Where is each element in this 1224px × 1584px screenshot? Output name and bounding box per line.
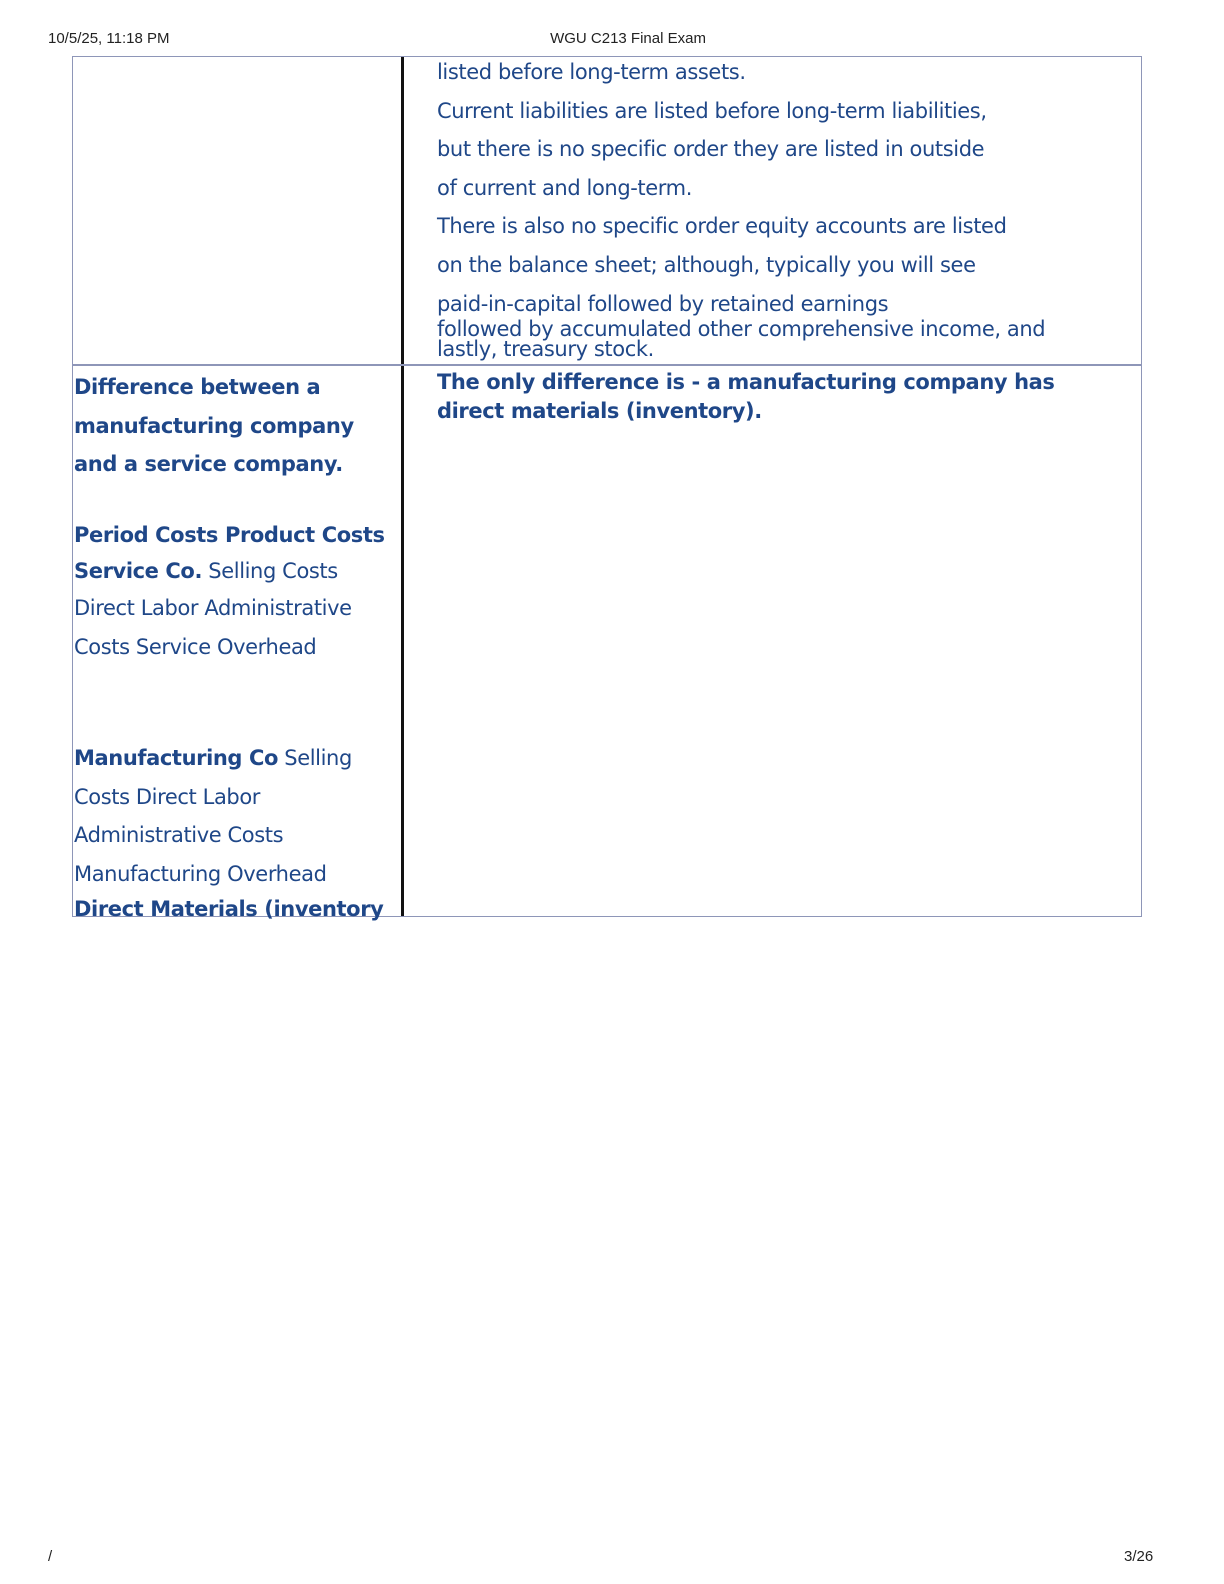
question-line: and a service company. xyxy=(74,452,343,477)
question-heading xyxy=(74,368,354,484)
answer-line: followed by accumulated other comprehensive income, and xyxy=(437,316,1046,341)
service-label: Service Co. xyxy=(74,559,203,583)
service-line: Direct Labor Administrative xyxy=(74,596,352,620)
answer-line: Current liabilities are listed before long-term liabilities, xyxy=(437,98,987,123)
question-line: Difference between a xyxy=(74,375,321,399)
manufacturing-costs-block xyxy=(74,739,383,925)
mfg-label: Manufacturing Co xyxy=(74,746,278,770)
mfg-line: Costs Direct Labor xyxy=(74,784,261,809)
document-title: WGU C213 Final Exam xyxy=(550,30,706,47)
print-header xyxy=(0,30,1224,50)
mfg-line: Manufacturing Overhead xyxy=(74,861,327,886)
mfg-line xyxy=(74,739,383,778)
row-divider xyxy=(72,364,1142,366)
answer-line: There is also no specific order equity accounts are listed xyxy=(437,214,1007,239)
answer-line: paid-in-capital followed by retained earnings xyxy=(437,291,889,316)
service-text: Selling Costs xyxy=(202,559,338,583)
column-divider xyxy=(401,57,404,916)
answer-line: lastly, treasury stock. xyxy=(437,336,654,361)
mfg-line: Administrative Costs xyxy=(74,823,284,848)
answer-line: but there is no specific order they are listed in outside xyxy=(437,137,985,162)
answer-line: listed before long-term assets. xyxy=(437,60,746,84)
service-line: Costs Service Overhead xyxy=(74,634,317,659)
row2-answer-cell: The only difference is - a manufacturing company has direct materials (inventory). xyxy=(437,370,1055,423)
row1-answer-cell xyxy=(437,57,1127,361)
answer-line: on the balance sheet; although, typically you will see xyxy=(437,252,976,277)
footer-url: / xyxy=(48,1548,53,1565)
service-line xyxy=(74,553,385,589)
service-costs-block xyxy=(74,517,385,666)
mfg-text: Selling xyxy=(278,746,352,770)
costs-heading: Period Costs Product Costs xyxy=(74,523,385,547)
mfg-line: Direct Materials (inventory xyxy=(74,897,384,922)
print-date: 10/5/25, 11:18 PM xyxy=(48,30,170,47)
page-number: 3/26 xyxy=(1124,1548,1154,1565)
question-line: manufacturing company xyxy=(74,413,354,438)
answer-line: of current and long-term. xyxy=(437,175,692,200)
